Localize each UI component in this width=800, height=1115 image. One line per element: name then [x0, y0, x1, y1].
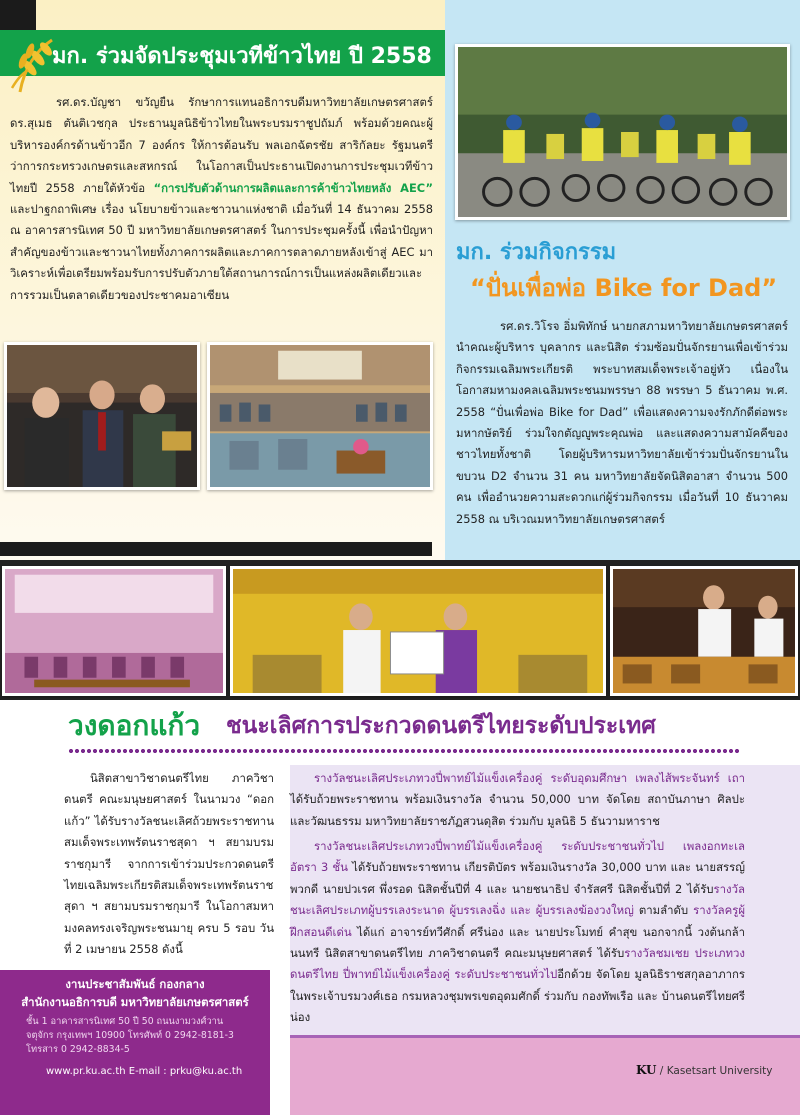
award-2-heading: รางวัลชนะเลิศประเภทวงปี่พาทย์ไม้แข็งเครื่องคู่ ระดับประชาชนทั่วไป เพลงอกทะเล อัตรา 3 ชั้น: [290, 839, 745, 875]
kasetsart-logo: KU / Kasetsart University: [636, 1063, 773, 1077]
pr-address-line2: จตุจักร กรุงเทพฯ 10900 โทรศัพท์ 0 2942-8181-3: [26, 1030, 234, 1041]
pr-website-email: www.pr.ku.ac.th E-mail : prku@ku.ac.th: [46, 1066, 243, 1077]
music-article-title-headline: ชนะเลิศการประกวดดนตรีไทยระดับประเทศ: [226, 713, 656, 739]
award-1-heading: รางวัลชนะเลิศประเภทวงปี่พาทย์ไม้แข็งเครื่องคู่ ระดับอุดมศึกษา เพลงไส้พระจันทร์ เถา: [314, 771, 745, 785]
rice-meeting-photo-1: [4, 342, 200, 490]
award-paragraph-2: [290, 836, 745, 1029]
rice-body-part-2: และปาฐกถาพิเศษ เรื่อง นโยบายข้าวและชาวนาแห่งชาติ เมื่อวันที่ 14 ธันวาคม 2558 ณ อาคารสารนิเทศ 50 ปี มหาวิทยาลัยเกษตรศาสตร์ ในการประชุมครั้งนี้ เพื่อนำปัญหาสำคัญของข้าวและชาวนาไทยทั้งภาคการผลิตและภาคการตลาดภายหลังเข้าสู่ AEC มาวิเคราะห์เพื่อเตรียมพร้อมรับการปรับตัวภายใต้สถานการณ์การเป็นแหล่งผลิตเดียวและการรวมเป็นตลาดเดียวของประชาคมอาเซียน: [10, 202, 433, 302]
award-paragraph-1: [290, 768, 745, 832]
pr-address-line1: ชั้น 1 อาคารสารนิเทศ 50 ปี 50 ถนนงามวงศ์วาน: [26, 1016, 224, 1027]
award-2-performer-awards: รางวัลชนะเลิศประเภทผู้บรรเลงระนาด ผู้บรรเลงฉิ่ง และ ผู้บรรเลงฆ้องวงใหญ่: [290, 881, 745, 918]
award-2-body-d: อีกด้วย จัดโดย มูลนิธิราชสกุลอาภากรในพระเจ้าบรมวงศ์เธอ กรมหลวงชุมพรเขตอุดมศักดิ์ ร่วมกับ กองทัพเรือ และ บ้านดนตรีไทยศรีน่อง: [290, 967, 746, 1025]
rice-article-body: [10, 92, 433, 306]
rice-meeting-photo-2: [207, 342, 433, 490]
pr-office-parent: สำนักงานอธิการบดี มหาวิทยาลัยเกษตรศาสตร์: [21, 995, 249, 1009]
dotted-divider: [68, 748, 740, 754]
award-2-teacher-award: รางวัลครูผู้ฝึกสอนดีเด่น: [290, 903, 745, 939]
music-article-intro: นิสิตสาขาวิชาดนตรีไทย ภาควิชาดนตรี คณะมนุษยศาสตร์ ในนามวง “ดอกแก้ว” ได้รับรางวัลชนะเลิศถ้วยพระราชทานสมเด็จพระเทพรัตนราชสุดา ฯ สยามบรมราชกุมารี จากการเข้าร่วมประกวดดนตรีไทยเฉลิมพระเกียรติสมเด็จพระเทพรัตนราชสุดา ฯ สยามบรมราชกุมารี ในโอกาสมหามงคลทรงเจริญพระชนมายุ ครบ 5 รอบ วันที่ 2 เมษายน 2558 ดังนี้: [64, 771, 274, 957]
bike-article-title-line2: “ปั่นเพื่อพ่อ Bike for Dad”: [470, 274, 778, 302]
music-article-title-band-name: วงดอกแก้ว: [68, 709, 201, 742]
ku-mark: KU: [636, 1063, 657, 1077]
rice-topic-highlight: “การปรับตัวด้านการผลิตและการค้าข้าวไทยหลัง AEC”: [153, 180, 434, 195]
dark-divider-band: [0, 542, 432, 556]
bike-article-title-line1: มก. ร่วมกิจกรรม: [456, 240, 617, 265]
award-2-body-a: ได้รับถ้วยพระราชทาน เกียรติบัตร พร้อมเงินรางวัล 30,000 บาท และ นายสรรญ์ พวกดี นายปวเรศ พึ่งรอด นิสิตชั้นปีที่ 4 และ นายชนาธิป จำรัสศรี นิสิตชั้นปีที่ 2 ได้รับ: [290, 860, 745, 896]
music-contest-photo-1: [2, 566, 226, 696]
bike-for-dad-photo: [455, 44, 790, 220]
bike-article-body: รศ.ดร.วิโรจ อิ่มพิทักษ์ นายกสภามหาวิทยาลัยเกษตรศาสตร์ นำคณะผู้บริหาร บุคลากร และนิสิต ร่วมซ้อมปั่นจักรยานเพื่อเข้าร่วมกิจกรรมเฉลิมพระเกียรติ พระบาทสมเด็จพระเจ้าอยู่หัว เนื่องในโอกาสมหามงคลเฉลิมพระชนมพรรษา 88 พรรษา 5 ธันวาคม พ.ศ. 2558 “ปั่นเพื่อพ่อ Bike for Dad” เพื่อแสดงความจงรักภักดีต่อพระมหากษัตริย์ ร่วมใจกตัญญูพระคุณพ่อ และแสดงความสามัคคีของชาวไทยทั้งชาติ โดยผู้บริหารมหาวิทยาลัยเข้าร่วมปั่นจักรยานในขบวน D2 จำนวน 31 คน มหาวิทยาลัยจัดนิสิตอาสา จำนวน 500 คน เพื่ออำนวยความสะดวกแก่ผู้ร่วมกิจกรรม เมื่อวันที่ 10 ธันวาคม 2558 ณ บริเวณมหาวิทยาลัยเกษตรศาสตร์: [456, 319, 788, 526]
music-performance-photo: [610, 566, 798, 696]
corner-block: [0, 0, 36, 30]
rice-body-part-1: รศ.ดร.บัญชา ขวัญยืน รักษาการแทนอธิการบดีมหาวิทยาลัยเกษตรศาสตร์ ดร.สุเมธ ตันติเวชกุล ประธานมูลนิธิข้าวไทยในพระบรมราชูปถัมภ์ พร้อมด้วยคณะผู้บริหารองค์กรด้านข้าวอีก 7 องค์กร ให้การต้อนรับ พลเอกฉัตรชัย สาริกัลยะ รัฐมนตรีว่าการกระทรวงเกษตรและสหกรณ์ ในโอกาสเป็นประธานเปิดงานการประชุมเวทีข้าวไทยปี 2558 ภายใต้หัวข้อ: [10, 95, 433, 195]
award-2-honorable-mention: รางวัลชมเชย ประเภทวงดนตรีไทย ปี่พาทย์ไม้แข็งเครื่องคู่ ระดับประชาชนทั่วไป: [290, 946, 745, 982]
music-award-photo: [230, 566, 606, 696]
award-2-body-b: ตามลำดับ: [633, 903, 694, 918]
award-2-body-c: ได้แก่ อาจารย์ทวีศักดิ์ ศรีน่อง และ นายประโมทย์ คำสุข นอกจากนี้ วงต้นกล้านนทรี นิสิตสาขาดนตรีไทย ภาควิชาดนตรี คณะมนุษยศาสตร์ ได้รับ: [290, 924, 745, 961]
pr-fax: โทรสาร 0 2942-8834-5: [26, 1044, 130, 1055]
ku-name: Kasetsart University: [666, 1065, 773, 1077]
award-1-body: ได้รับถ้วยพระราชทาน พร้อมเงินรางวัล จำนวน 50,000 บาท จัดโดย สถาบันภาษา ศิลปะ และวัฒนธรรม มหาวิทยาลัยราชภัฏสวนดุสิต ร่วมกับ มูลนิธิ 5 ธันวามหาราช: [290, 792, 745, 828]
rice-article-title: มก. ร่วมจัดประชุมเวทีข้าวไทย ปี 2558: [52, 44, 432, 69]
pr-office-name: งานประชาสัมพันธ์ กองกลาง: [65, 977, 205, 991]
